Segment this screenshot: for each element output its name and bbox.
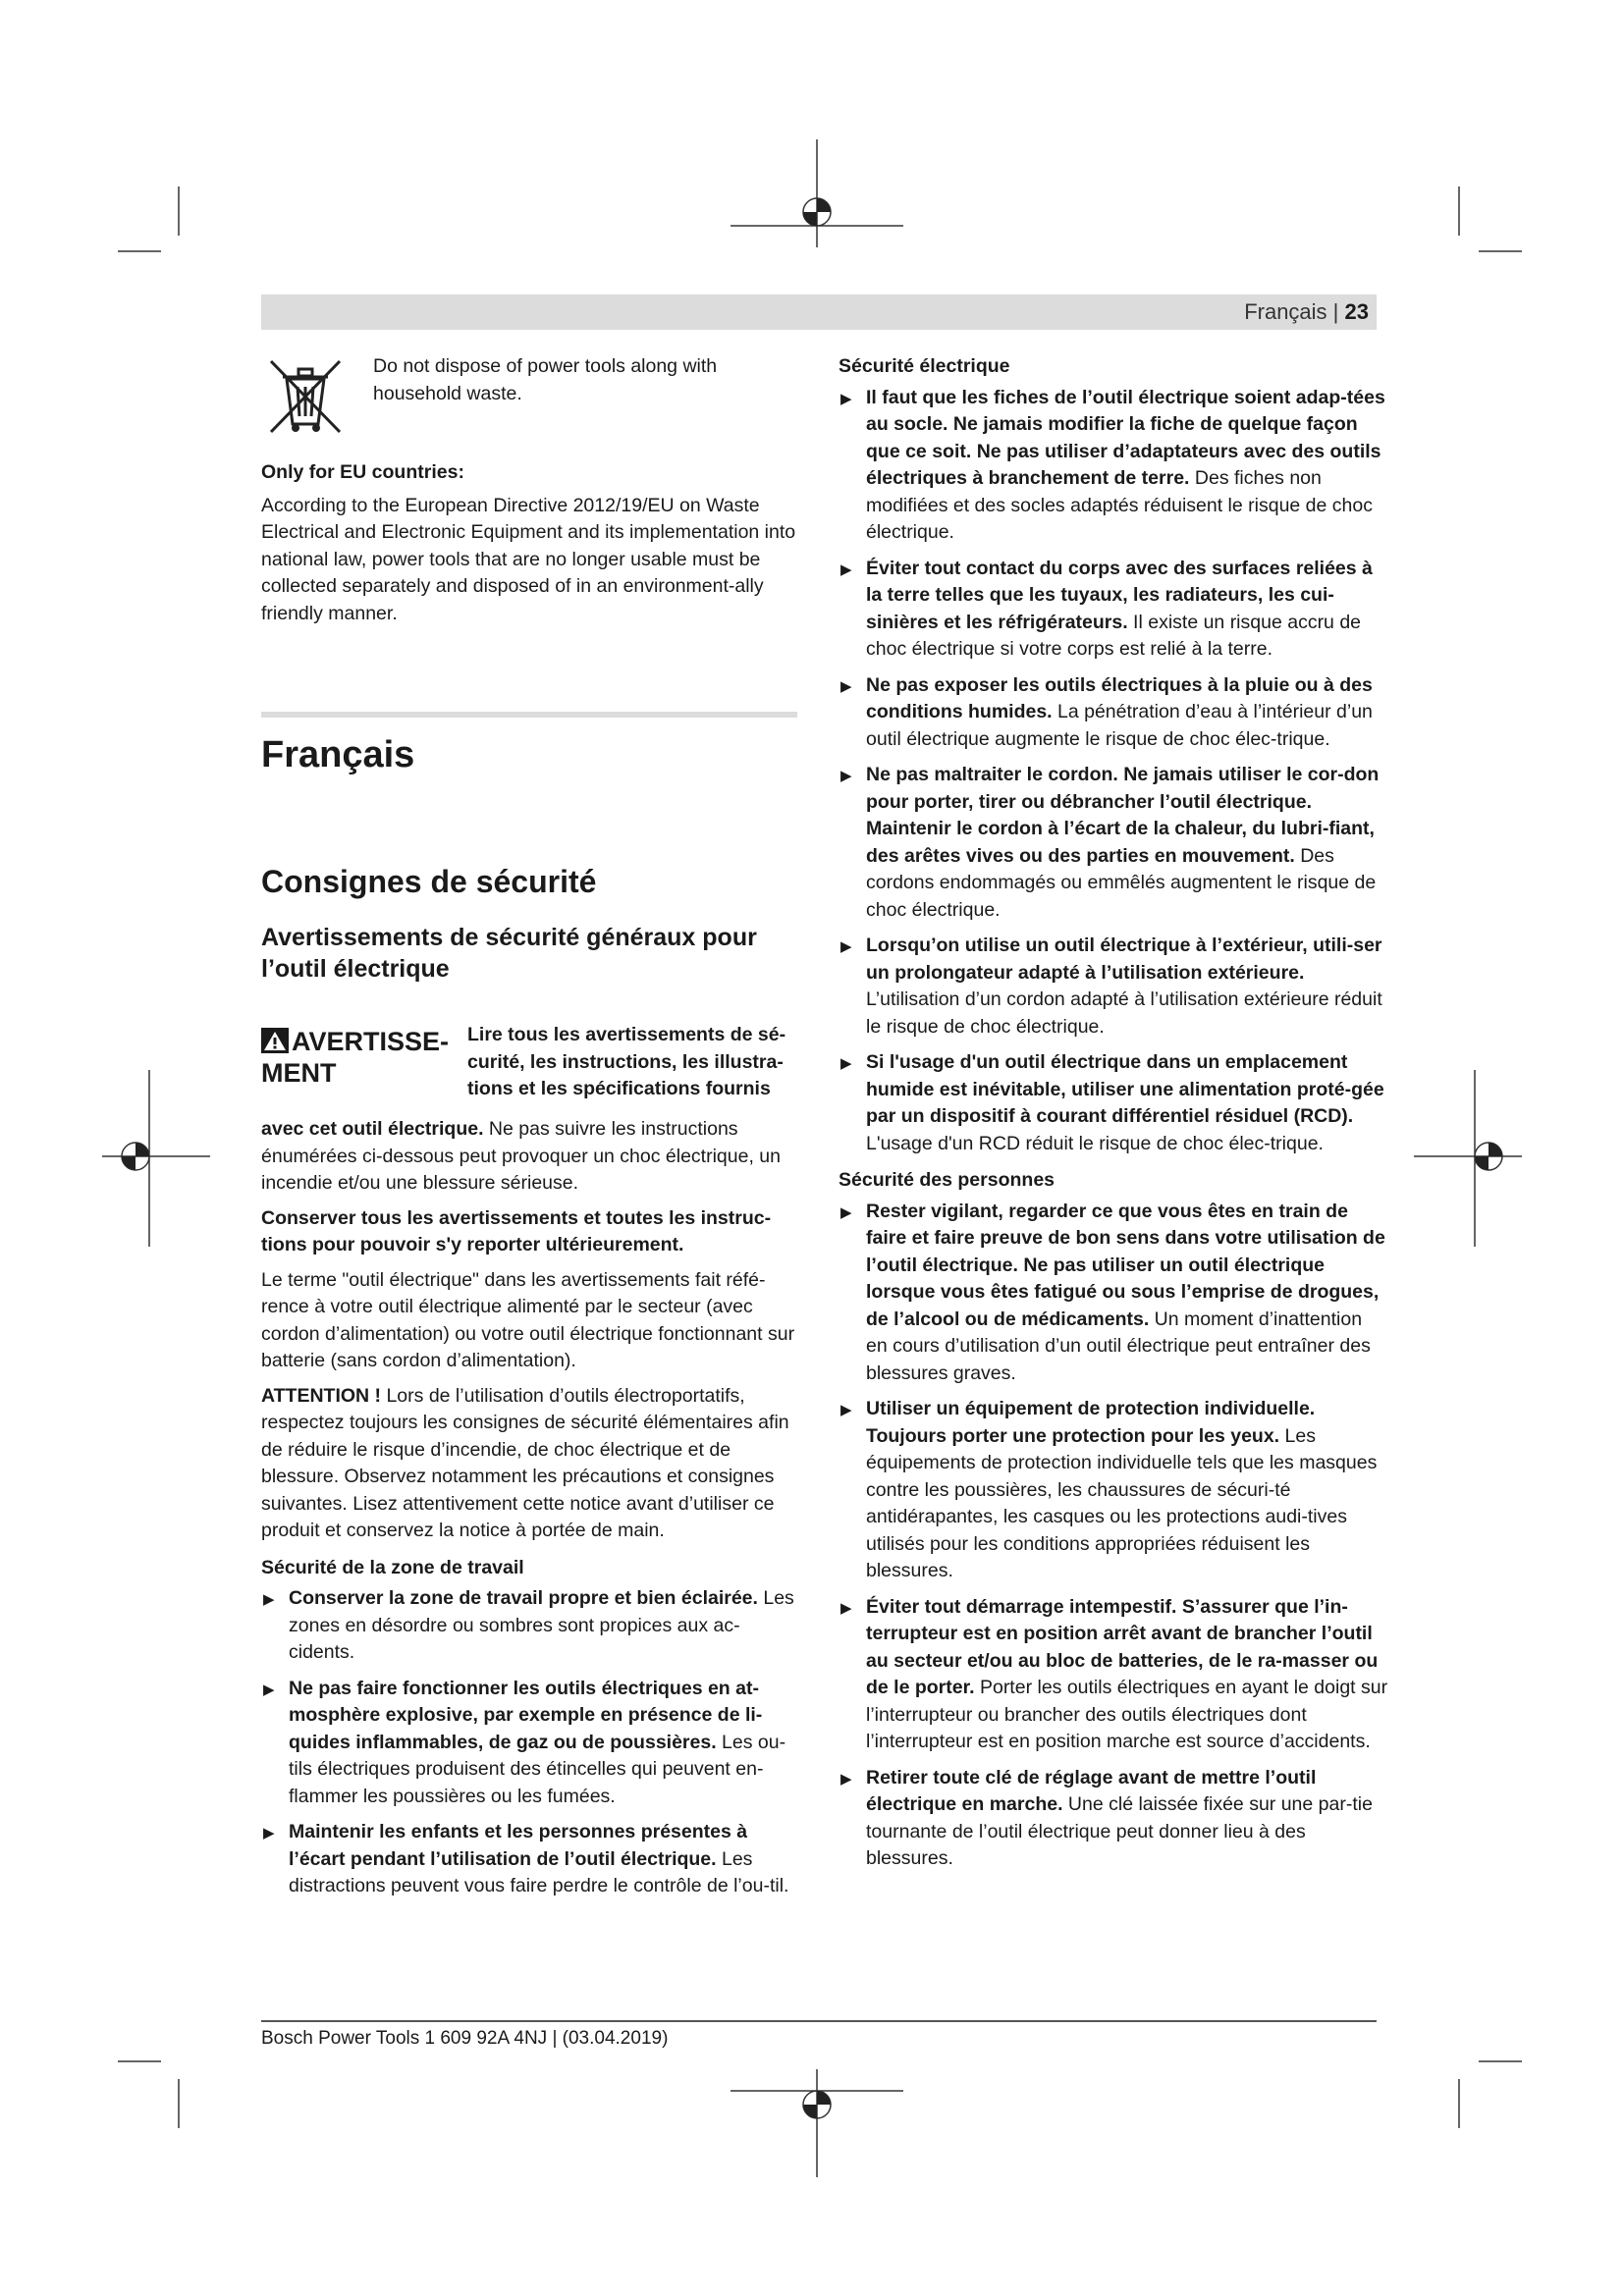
bullet-icon: ▶ bbox=[840, 677, 852, 695]
item-text: Les ou-tils électriques produisent des étincelles qui peuvent en-flammer les poussières ou les fumées. bbox=[289, 1731, 786, 1807]
list-item bbox=[839, 385, 1388, 547]
warning-rest: Ne pas suivre les instructions énumérées ci-dessous peut provoquer un choc électrique, un incendie et/ou une blessure sérieuse. bbox=[261, 1118, 781, 1194]
left-column bbox=[261, 353, 797, 1909]
item-bold: Il faut que les fiches de l’outil électrique soient adap-tées au socle. Ne jamais modifier la fiche de quelque façon que ce soit. Ne pas utiliser d’adaptateurs avec des outils électriques à branchement de terre. bbox=[866, 386, 1385, 489]
bullet-icon: ▶ bbox=[840, 1203, 852, 1221]
warning-triangle-icon bbox=[261, 1028, 289, 1053]
safety-title: Consignes de sécurité bbox=[261, 864, 597, 899]
warning-label bbox=[261, 1026, 458, 1089]
footer-divider bbox=[261, 2020, 1377, 2022]
item-text: Les distractions peuvent vous faire perdre le contrôle de l’ou-til. bbox=[289, 1847, 789, 1896]
list-item bbox=[839, 1594, 1388, 1756]
warning-block bbox=[261, 1022, 797, 1116]
page-header-bar bbox=[261, 294, 1377, 330]
page-footer: Bosch Power Tools 1 609 92A 4NJ | (03.04.2019) bbox=[261, 2028, 669, 2049]
bullet-icon: ▶ bbox=[840, 1055, 852, 1072]
bullet-icon: ▶ bbox=[840, 768, 852, 784]
list-item bbox=[261, 1676, 797, 1811]
header-section: Français bbox=[1244, 299, 1327, 324]
warning-label-line1: AVERTISSE- bbox=[292, 1027, 450, 1056]
item-text: Un moment d’inattention en cours d’utilisation d’un outil électrique peut entraîner des blessures graves. bbox=[866, 1308, 1371, 1384]
item-text: Il existe un risque accru de choc électrique si votre corps est relié à la terre. bbox=[866, 611, 1362, 660]
attention-text: Lors de l’utilisation d’outils électroportatifs, respectez toujours les consignes de sécurité élémentaires afin de réduire le risque d’incendie, de choc électrique et de blessure. Observez notamment les précautions et consignes suivantes. Lisez attentivement cette notice avant d’utiliser ce produit et conservez la notice à portée de main. bbox=[261, 1384, 789, 1541]
conserve-instructions: Conserver tous les avertissements et toutes les instruc-tions pour pouvoir s'y reporter ultérieurement. bbox=[261, 1206, 772, 1255]
bullet-icon: ▶ bbox=[840, 1402, 852, 1418]
weee-notice bbox=[261, 353, 797, 438]
warning-continuation bbox=[261, 1116, 797, 1198]
item-text: Porter les outils électriques en ayant le doigt sur l’interrupteur ou brancher des outils électriques dont l’interrupteur est en position marche est source d’accidents. bbox=[866, 1677, 1388, 1752]
bullet-icon: ▶ bbox=[263, 1825, 275, 1842]
right-column bbox=[839, 353, 1388, 1882]
electrical-safety-heading: Sécurité électrique bbox=[839, 355, 1010, 377]
crossed-bin-icon bbox=[265, 355, 346, 436]
item-text: Des cordons endommagés ou emmêlés augmentent le risque de choc électrique. bbox=[866, 844, 1377, 921]
list-item bbox=[839, 1049, 1388, 1157]
bullet-icon: ▶ bbox=[840, 1770, 852, 1788]
weee-text: Do not dispose of power tools along with household waste. bbox=[373, 355, 718, 404]
list-item bbox=[839, 556, 1388, 664]
list-item bbox=[839, 1765, 1388, 1873]
work-area-heading: Sécurité de la zone de travail bbox=[261, 1556, 524, 1578]
item-text: Les zones en désordre ou sombres sont propices aux ac-cidents. bbox=[289, 1587, 794, 1663]
list-item bbox=[839, 1396, 1388, 1585]
general-warnings-title: Avertissements de sécurité généraux pour l’outil électrique bbox=[261, 924, 757, 983]
item-bold: Lorsqu’on utilise un outil électrique à l’extérieur, utili-ser un prolongateur adapté à l’utilisation extérieure. bbox=[866, 934, 1382, 984]
section-divider bbox=[261, 712, 797, 718]
item-text: Les équipements de protection individuelle tels que les masques contre les poussières, les chaussures de sécuri-té antidérapantes, les casques ou les protections audi-tives utilisés pour les conditions appropriées réduisent les blessures. bbox=[866, 1424, 1378, 1581]
item-text: La pénétration d’eau à l’intérieur d’un outil électrique augmente le risque de choc élec-trique. bbox=[866, 701, 1373, 750]
bullet-icon: ▶ bbox=[840, 938, 852, 955]
item-bold: Conserver la zone de travail propre et bien éclairée. bbox=[289, 1587, 758, 1609]
item-text: Des fiches non modifiées et des socles adaptés réduisent le risque de choc électrique. bbox=[866, 467, 1373, 543]
item-text: L'usage d'un RCD réduit le risque de choc élec-trique. bbox=[866, 1132, 1324, 1154]
language-title: Français bbox=[261, 734, 415, 775]
eu-heading: Only for EU countries: bbox=[261, 461, 464, 483]
item-bold: Ne pas faire fonctionner les outils électriques en at-mosphère explosive, par exemple en présence de li-quides inflammables, de gaz ou de poussières. bbox=[289, 1677, 763, 1753]
bullet-icon: ▶ bbox=[263, 1591, 275, 1608]
warning-label-line2: MENT bbox=[261, 1058, 337, 1088]
attention-paragraph bbox=[261, 1383, 797, 1545]
item-bold: Si l'usage d'un outil électrique dans un emplacement humide est inévitable, utiliser une alimentation proté-gée par un dispositif à courant différentiel résiduel (RCD). bbox=[866, 1051, 1384, 1127]
header-separator: | bbox=[1332, 299, 1339, 324]
attention-label: ATTENTION ! bbox=[261, 1384, 382, 1407]
list-item bbox=[839, 933, 1388, 1041]
list-item bbox=[839, 672, 1388, 754]
list-item bbox=[261, 1585, 797, 1667]
list-item bbox=[839, 762, 1388, 924]
bullet-icon: ▶ bbox=[840, 561, 852, 578]
item-bold: Maintenir les enfants et les personnes présentes à l’écart pendant l’utilisation de l’outil électrique. bbox=[289, 1821, 748, 1870]
term-definition: Le terme "outil électrique" dans les avertissements fait réfé-rence à votre outil électrique alimenté par le secteur (avec cordon d’alimentation) ou votre outil électrique fonctionnant sur batterie (sans cordon d’alimentation). bbox=[261, 1268, 795, 1371]
item-bold: Rester vigilant, regarder ce que vous êtes en train de faire et faire preuve de bon sens dans votre utilisation de l’outil électrique. Ne pas utiliser un outil électrique lorsque vous êtes fatigué ou sous l’emprise de drogues, de l’alcool ou de médicaments. bbox=[866, 1200, 1385, 1330]
item-bold: Éviter tout contact du corps avec des surfaces reliées à la terre telles que les tuyaux, les radiateurs, les cui-sinières et les réfrigérateurs. bbox=[866, 557, 1373, 633]
page-header-text bbox=[1244, 299, 1369, 325]
bullet-icon: ▶ bbox=[263, 1681, 275, 1698]
item-bold: Retirer toute clé de réglage avant de mettre l’outil électrique en marche. bbox=[866, 1766, 1317, 1815]
item-bold: Ne pas exposer les outils électriques à la pluie ou à des conditions humides. bbox=[866, 673, 1373, 722]
item-text: Une clé laissée fixée sur une par-tie tournante de l’outil électrique peut donner lieu à des blessures. bbox=[866, 1793, 1373, 1869]
bullet-icon: ▶ bbox=[840, 390, 852, 407]
warning-bold-text: Lire tous les avertissements de sé-curité, les instructions, les illustra-tions et les spécifications fournis bbox=[467, 1024, 786, 1099]
warning-bold-end: avec cet outil électrique. bbox=[261, 1118, 484, 1140]
page-number: 23 bbox=[1344, 299, 1369, 324]
eu-text: According to the European Directive 2012/19/EU on Waste Electrical and Electronic Equipment and its implementation into national law, power tools that are no longer usable must be collected separately and disposed of in an environment-ally friendly manner. bbox=[261, 494, 796, 624]
item-text: L’utilisation d’un cordon adapté à l’utilisation extérieure réduit le risque de choc électrique. bbox=[866, 988, 1382, 1038]
item-bold: Ne pas maltraiter le cordon. Ne jamais utiliser le cor-don pour porter, tirer ou débrancher l’outil électrique. Maintenir le cordon à l’écart de la chaleur, du lubri-fiant, des arêtes vives ou des parties en mouvement. bbox=[866, 764, 1380, 867]
personal-safety-heading: Sécurité des personnes bbox=[839, 1169, 1056, 1191]
item-bold: Utiliser un équipement de protection individuelle. Toujours porter une protection pour les yeux. bbox=[866, 1398, 1316, 1447]
item-bold: Éviter tout démarrage intempestif. S’assurer que l’in-terrupteur est en position arrêt avant de brancher l’outil au secteur et/ou au bloc de batteries, de le ra-masser ou de le porter. bbox=[866, 1595, 1379, 1698]
bullet-icon: ▶ bbox=[840, 1599, 852, 1617]
list-item bbox=[261, 1819, 797, 1900]
list-item bbox=[839, 1199, 1388, 1388]
